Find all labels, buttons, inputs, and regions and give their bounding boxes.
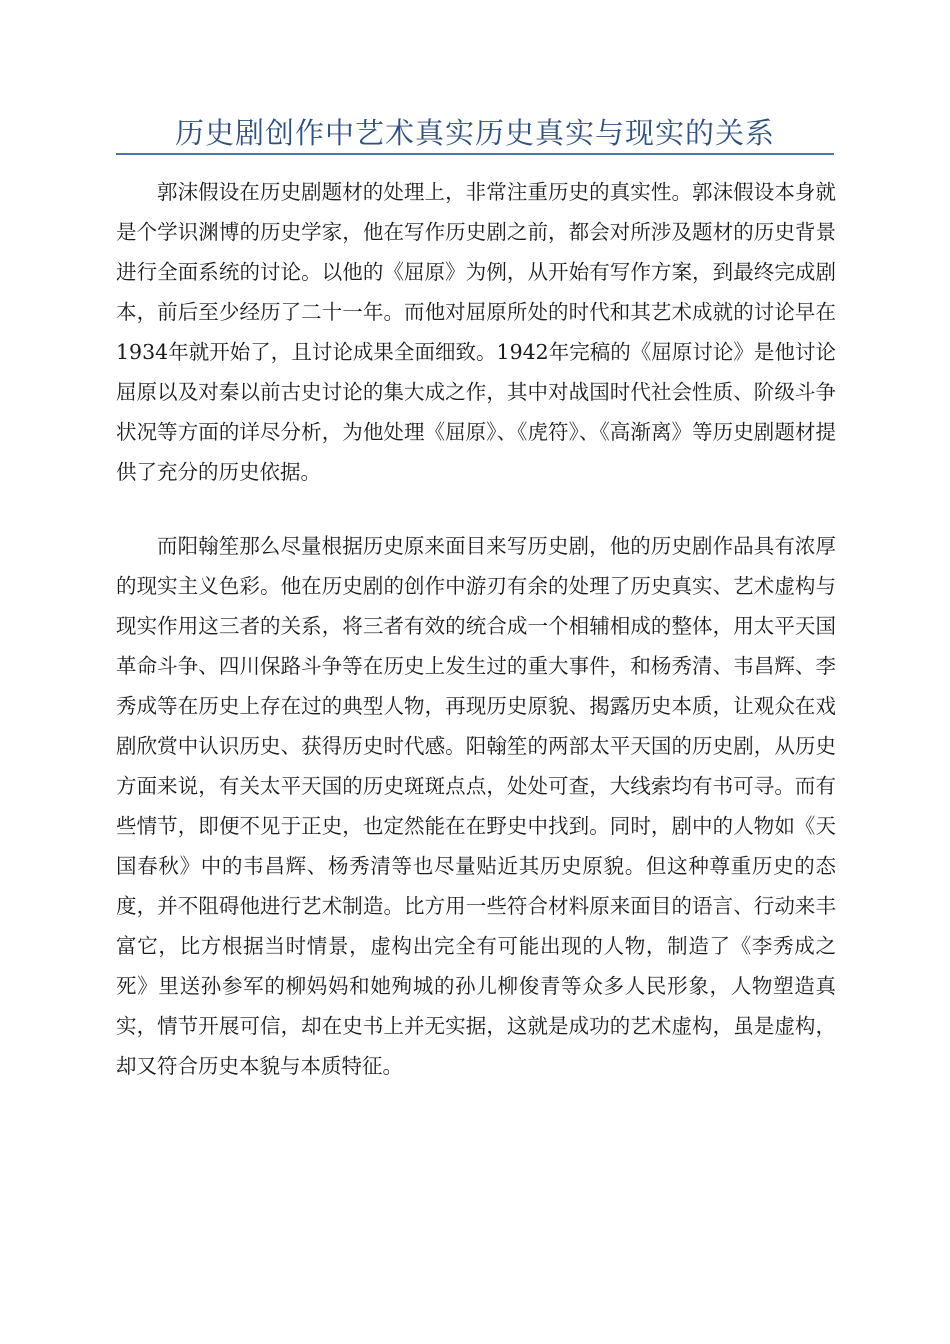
document-body xyxy=(116,172,836,1086)
paragraph-2: 而阳翰笙那么尽量根据历史原来面目来写历史剧，他的历史剧作品具有浓厚的现实主义色彩。他在历史剧的创作中游刃有余的处理了历史真实、艺术虚构与现实作用这三者的关系，将三者有效的统合成一个相辅相成的整体，用太平天国革命斗争、四川保路斗争等在历史上发生过的重大事件，和杨秀清、韦昌辉、李秀成等在历史上存在过的典型人物，再现历史原貌、揭露历史本质，让观众在戏剧欣赏中认识历史、获得历史时代感。阳翰笙的两部太平天国的历史剧，从历史方面来说，有关太平天国的历史斑斑点点，处处可查，大线索均有书可寻。而有些情节，即便不见于正史，也定然能在在野史中找到。同时，剧中的人物如《天国春秋》中的韦昌辉、杨秀清等也尽量贴近其历史原貌。但这种尊重历史的态度，并不阻碍他进行艺术制造。比方用一些符合材料原来面目的语言、行动来丰富它，比方根据当时情景，虚构出完全有可能出现的人物，制造了《李秀成之死》里送孙参军的柳妈妈和她殉城的孙儿柳俊青等众多人民形象，人物塑造真实，情节开展可信，却在史书上并无实据，这就是成功的艺术虚构，虽是虚构，却又符合历史本貌与本质特征。 xyxy=(116,534,836,1078)
paragraph-1: 郭沫假设在历史剧题材的处理上，非常注重历史的真实性。郭沫假设本身就是个学识渊博的历史学家，他在写作历史剧之前，都会对所涉及题材的历史背景进行全面系统的讨论。以他的《屈原》为例，从开始有写作方案，到最终完成剧本，前后至少经历了二十一年。而他对屈原所处的时代和其艺术成就的讨论早在1934年就开始了，且讨论成果全面细致。1942年完稿的《屈原讨论》是他讨论屈原以及对秦以前古史讨论的集大成之作，其中对战国时代社会性质、阶级斗争状况等方面的详尽分析，为他处理《屈原》、《虎符》、《高渐离》等历史剧题材提供了充分的历史依据。 xyxy=(116,180,836,484)
document-title: 历史剧创作中艺术真实历史真实与现实的关系 xyxy=(174,116,775,150)
title-underline xyxy=(116,153,834,155)
